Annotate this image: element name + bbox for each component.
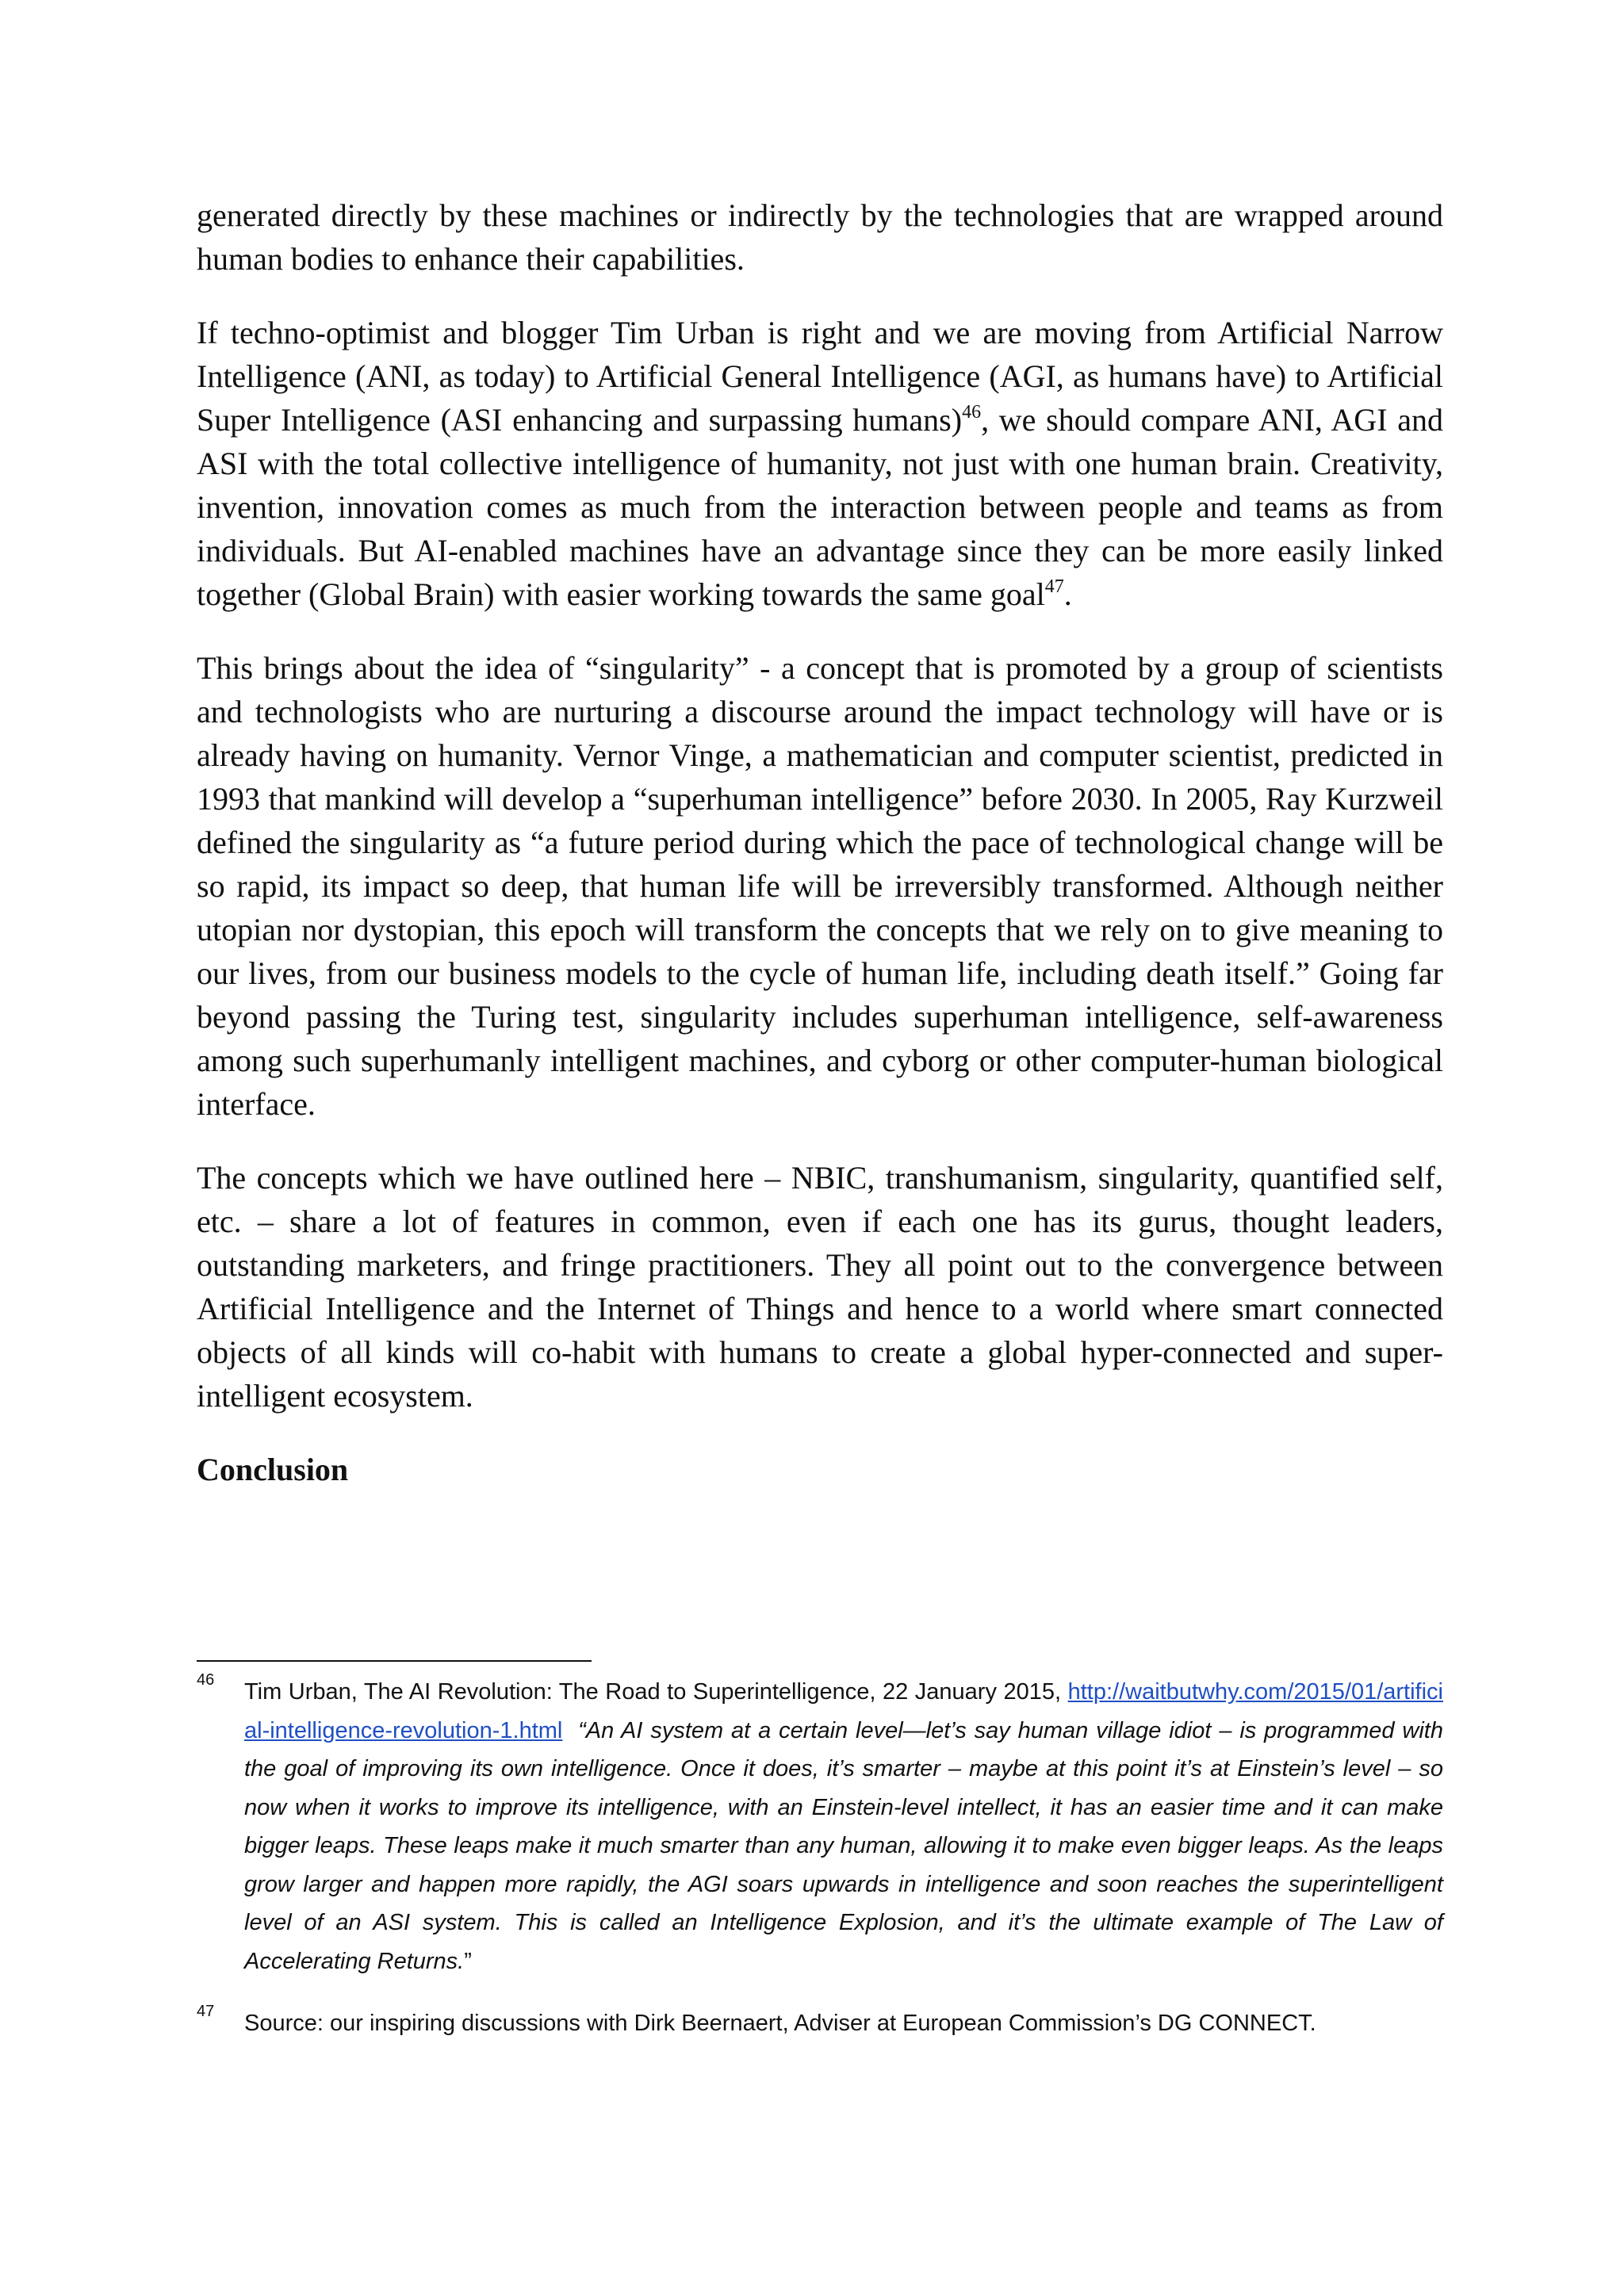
footnote-link[interactable]: http://waitbutwhy.com/2015/01/artificial-intelligence-revolution-1.html <box>244 1679 1443 1743</box>
footnote-text: Source: our inspiring discussions with Dirk Beernaert, Adviser at European Commission’s DG CONNECT. <box>244 2011 1316 2036</box>
footnote-47 <box>197 2004 1443 2043</box>
section-heading: Conclusion <box>197 1452 349 1487</box>
footnote-46 <box>197 1673 1443 1980</box>
paragraph-3: This brings about the idea of “singularity” - a concept that is promoted by a group of scientists and technologists who are nurturing a discourse around the impact technology will have or is already having on humanity. Vernor Vinge, a mathematician and computer scientist, predicted in 1993 that mankind will develop a “superhuman intelligence” before 2030. In 2005, Ray Kurzweil defined the singularity as “a future period during which the pace of technological change will be so rapid, its impact so deep, that human life will be irreversibly transformed. Although neither utopian nor dystopian, this epoch will transform the concepts that we rely on to give meaning to our lives, from our business models to the cycle of human life, including death itself.” Going far beyond passing the Turing test, singularity includes superhuman intelligence, self-awareness among such superhumanly intelligent machines, and cyborg or other computer-human biological interface. <box>197 650 1443 1122</box>
footnote-quote-end: ” <box>464 1948 472 1974</box>
footnote-ref-46[interactable]: 46 <box>962 401 982 423</box>
paragraph-1: generated directly by these machines or indirectly by the technologies that are wrapped around human bodies to enhance their capabilities. <box>197 197 1443 277</box>
footnote-ref-47[interactable]: 47 <box>1044 576 1064 597</box>
footnotes <box>197 1673 1443 2067</box>
footnote-text: Tim Urban, The AI Revolution: The Road to Superintelligence, 22 January 2015, <box>244 1679 1068 1705</box>
footnote-separator <box>197 1660 592 1662</box>
footnote-quote: “An AI system at a certain level—let’s say human village idiot – is programmed with the goal of improving its own intelligence. Once it does, it’s smarter – maybe at this point it’s at Einstein’s level – so now when it works to improve its intelligence, with an Einstein-level intellect, it has an easier time and it can make bigger leaps. These leaps make it much smarter than any human, allowing it to make even bigger leaps. As the leaps grow larger and happen more rapidly, the AGI soars upwards in intelligence and soon reaches the superintelligent level of an ASI system. This is called an Intelligence Explosion, and it’s the ultimate example of The Law of Accelerating Returns. <box>244 1717 1443 1974</box>
document-body <box>197 193 1443 1491</box>
footnote-number: 46 <box>197 1671 215 1689</box>
paragraph-4: The concepts which we have outlined here – NBIC, transhumanism, singularity, quantified self, etc. – share a lot of features in common, even if each one has its gurus, thought leaders, outstanding marketers, and fringe practitioners. They all point out to the convergence between Artificial Intelligence and the Internet of Things and hence to a world where smart connected objects of all kinds will co-habit with humans to create a global hyper-connected and super-intelligent ecosystem. <box>197 1160 1443 1414</box>
paragraph-2: If techno-optimist and blogger Tim Urban is right and we are moving from Artificial Narrow Intelligence (ANI, as today) to Artificial General Intelligence (AGI, as humans have) to Artificial Super Intelligence (ASI enhancing and surpassing humans)$^{46}$, we should compare ANI, AGI and ASI with the total collective intelligence of humanity, not just with one human brain. Creativity, invention, innovation comes as much from the interaction between people and teams as from individuals. But AI-enabled machines have an advantage since they can be more easily linked together (Global Brain) with easier working towards the same goal$^{47}$. <box>197 315 1444 612</box>
footnote-number: 47 <box>197 2003 215 2020</box>
